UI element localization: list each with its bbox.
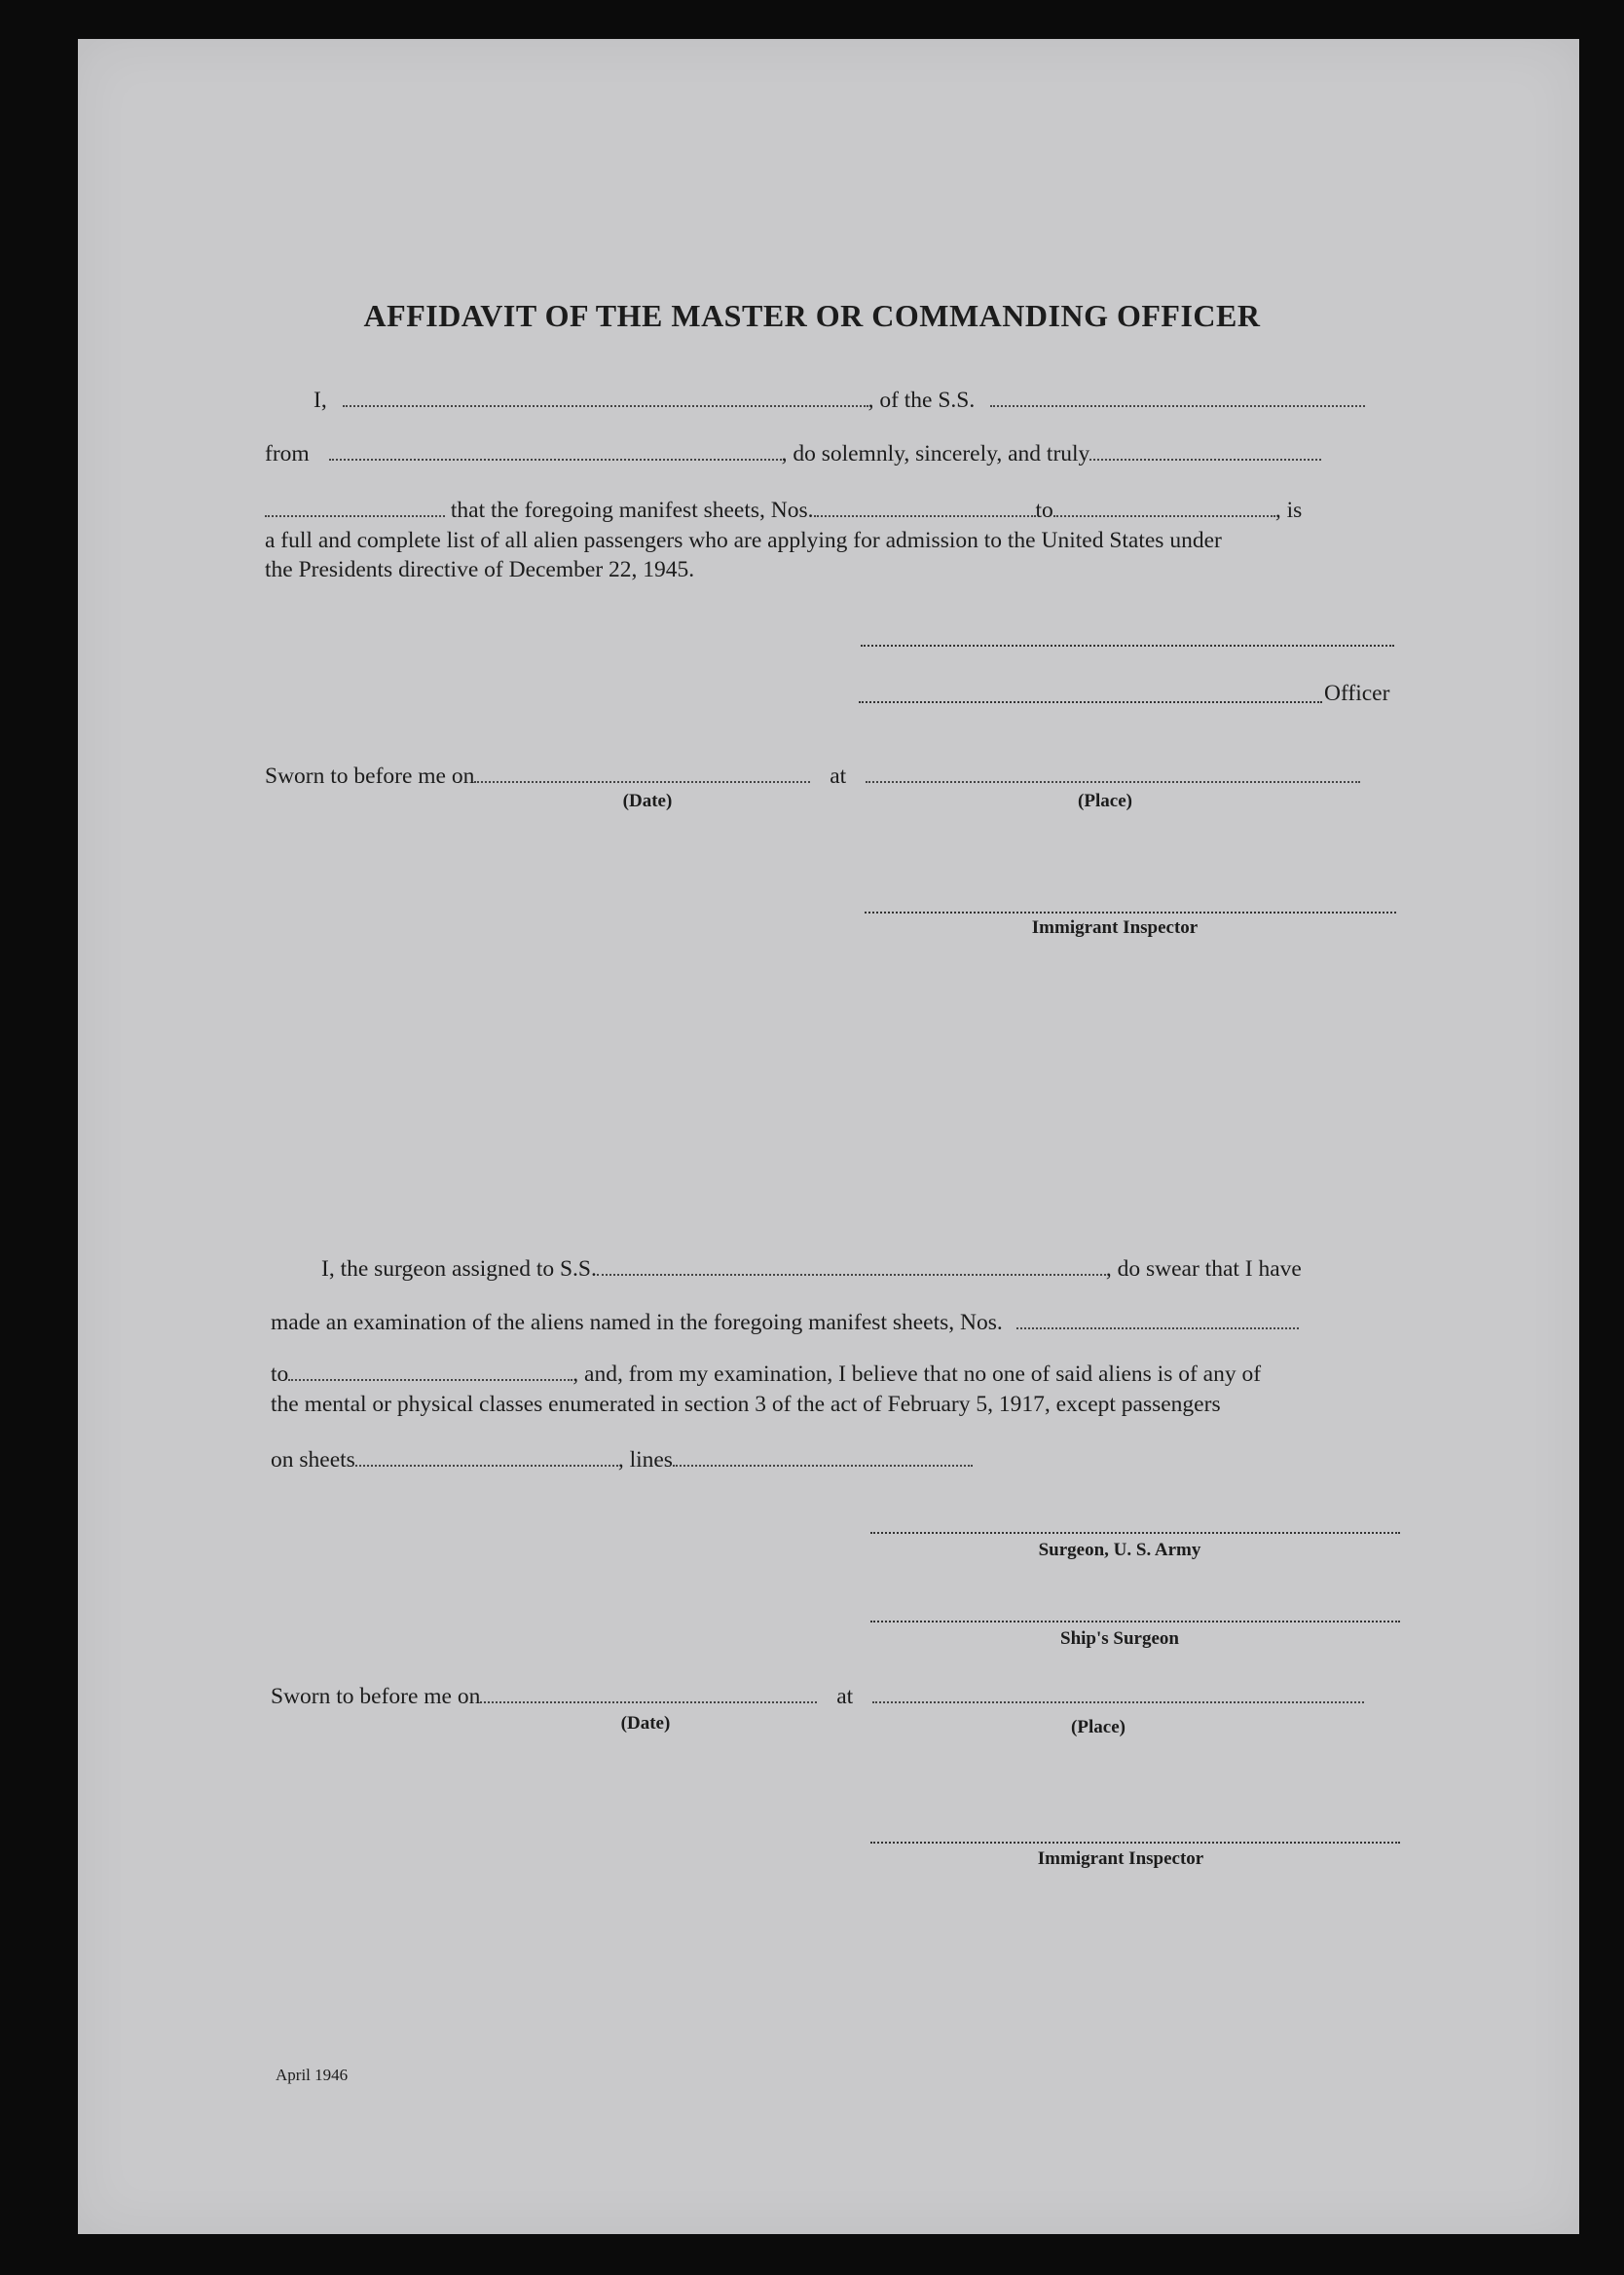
- from-port-field[interactable]: [329, 439, 782, 461]
- form-title: AFFIDAVIT OF THE MASTER OR COMMANDING OFFICER: [363, 298, 1261, 333]
- surgeon-except-sheets-field[interactable]: [355, 1445, 618, 1467]
- master-line-2: from , do solemnly, sincerely, and truly: [265, 439, 1321, 468]
- form-date-footer: April 1946: [276, 2066, 349, 2084]
- surgeon-sheets-from-field[interactable]: [1016, 1308, 1299, 1329]
- master-sworn-date-field[interactable]: [474, 762, 810, 783]
- sheet-from-field[interactable]: [814, 496, 1036, 517]
- master-name-field[interactable]: [343, 386, 868, 407]
- form-page: [78, 39, 1579, 2234]
- master-date-caption: (Date): [622, 791, 673, 811]
- surgeon-except-lines-field[interactable]: [673, 1445, 973, 1467]
- surgeon-place-caption: (Place): [1071, 1717, 1126, 1737]
- master-sworn-place-field[interactable]: [866, 762, 1360, 783]
- surgeon-sheets-to-field[interactable]: [288, 1360, 572, 1381]
- master-line-5: the Presidents directive of December 22, 1945.: [265, 557, 695, 582]
- surgeon-ship-field[interactable]: [597, 1254, 1106, 1276]
- surgeon-line-3: to , and, from my examination, I believe that no one of said aliens is of any of: [271, 1361, 1262, 1387]
- oath-field[interactable]: [1089, 439, 1321, 461]
- surgeon-sworn-line: Sworn to before me on at: [271, 1682, 1364, 1711]
- army-surgeon-signature-line[interactable]: [870, 1532, 1400, 1534]
- officer-label: Officer: [1324, 681, 1390, 706]
- master-signature-line[interactable]: [861, 645, 1394, 647]
- master-line-1: I, , of the S.S.: [314, 386, 1365, 415]
- surgeon-date-caption: (Date): [620, 1713, 671, 1734]
- officer-signature-line[interactable]: [859, 701, 1322, 703]
- surgeon-sworn-place-field[interactable]: [872, 1682, 1364, 1703]
- surgeon-line-4: the mental or physical classes enumerated in section 3 of the act of February 5, 1917, except passengers: [271, 1392, 1221, 1417]
- ship-surgeon-caption: Ship's Surgeon: [1060, 1628, 1179, 1649]
- master-place-caption: (Place): [1078, 791, 1132, 811]
- master-line-3: that the foregoing manifest sheets, Nos. to , is: [265, 496, 1302, 525]
- surgeon-sworn-date-field[interactable]: [480, 1682, 817, 1703]
- army-surgeon-caption: Surgeon, U. S. Army: [1038, 1540, 1201, 1560]
- master-line-4: a full and complete list of all alien passengers who are applying for admission to the United States under: [265, 528, 1222, 553]
- master-sworn-line: Sworn to before me on at: [265, 762, 1360, 791]
- master-inspector-signature-line[interactable]: [865, 912, 1396, 914]
- surgeon-line-5: on sheets , lines: [271, 1445, 973, 1474]
- surgeon-line-2: made an examination of the aliens named in the foregoing manifest sheets, Nos.: [271, 1308, 1299, 1337]
- surgeon-inspector-caption: Immigrant Inspector: [1037, 1848, 1204, 1869]
- affirm-field[interactable]: [265, 496, 445, 517]
- master-inspector-caption: Immigrant Inspector: [1031, 917, 1199, 938]
- surgeon-inspector-signature-line[interactable]: [870, 1842, 1400, 1844]
- surgeon-line-1: I, the surgeon assigned to S.S. , do swear that I have: [321, 1256, 1302, 1282]
- ship-surgeon-signature-line[interactable]: [870, 1621, 1400, 1622]
- sheet-to-field[interactable]: [1053, 496, 1275, 517]
- ship-name-field[interactable]: [990, 386, 1365, 407]
